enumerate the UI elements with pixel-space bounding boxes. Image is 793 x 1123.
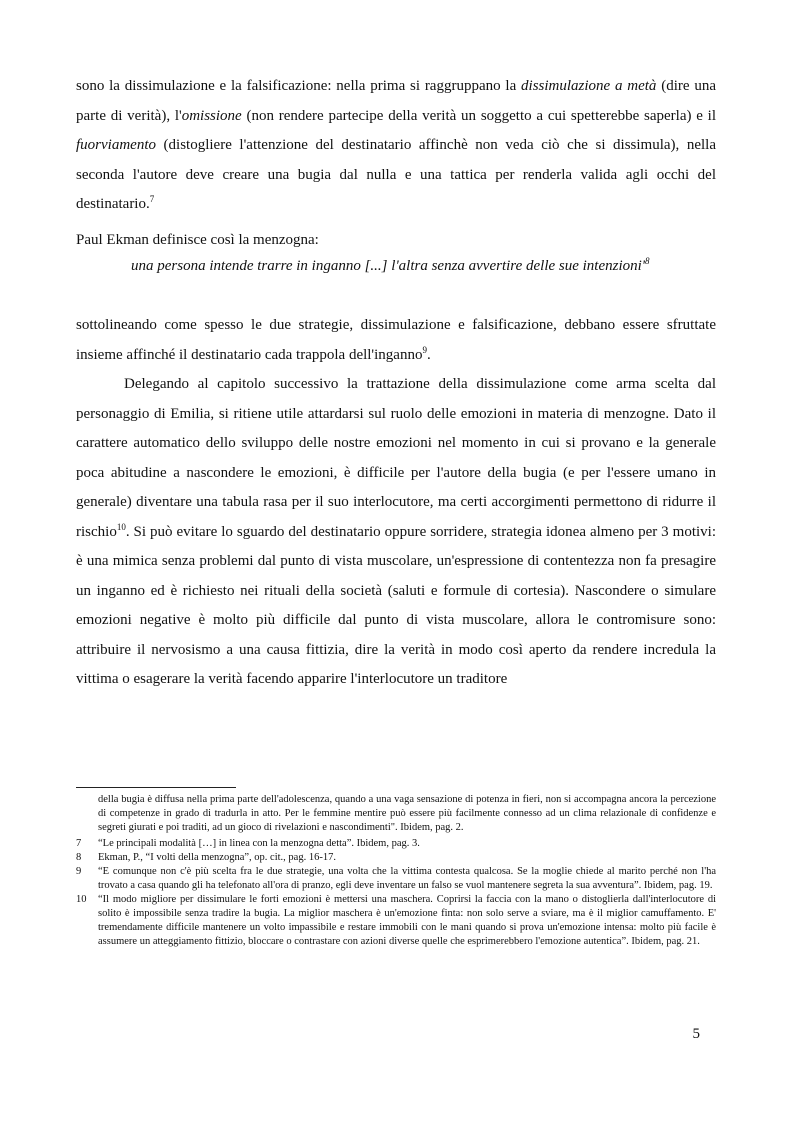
paragraph-3	[76, 311, 716, 370]
italic-term: omissione	[181, 107, 242, 124]
paragraph-text: .	[426, 346, 431, 363]
footnote-item	[76, 865, 716, 893]
footnote-number: 8	[76, 852, 82, 863]
paragraph-text: (distogliere l'attenzione del destinatario affinchè non veda ciò che si dissimula), nella seconda l'autore deve creare una bugia dal nulla e una tattica per renderla valida agli occhi del destinatario.	[76, 137, 716, 212]
italic-term: dissimulazione a metà	[521, 78, 657, 94]
block-quote	[131, 256, 715, 276]
paragraph-text: Delegando al capitolo successivo la trattazione della dissimulazione come arma scelta dal personaggio di Emilia, si ritiene utile attardarsi sul ruolo delle emozioni in materia di menzogne. Dato il carattere automatico dello sviluppo delle nostre emozioni nel momento in cui si provano e la generale poca abitudine a nascondere le emozioni, è difficile per l'autore della bugia (e per l'essere umano in generale) diventare una tabula rasa per il suo interlocutore, ma certi accorgimenti permettono di ridurre il rischio	[76, 376, 716, 540]
footnote-continuation: della bugia è diffusa nella prima parte dell'adolescenza, quando a una vaga sensazione di potenza in fieri, non si accompagna ancora la percezione di competenze in grado di tradurla in atto. Per le femmine mentire può essere più facilmente connesso ad un clima relazionale di confidenze e segreti giurati e poi traditi, ad un gioco di rivelazioni e nascondimenti". Ibidem, pag. 2.	[98, 794, 716, 833]
paragraph-text: sottolineando come spesso le due strategie, dissimulazione e falsificazione, debbano essere sfruttate insieme affinché il destinatario cada trappola dell'inganno	[76, 317, 716, 363]
footnote-text: “Il modo migliore per dissimulare le forti emozioni è mettersi una maschera. Coprirsi la faccia con la mano o distoglierla dall'interlocutore di solito è impossibile senza tradire la bugia. La miglior maschera è un'emozione finta: non solo serve a sviare, ma è il miglior camuffamento. E' tremendamente difficile mantenere un volto impassibile e restare immobili con le mani quando si prova un'emozione intensa: molto più facile è assumere un atteggiamento fittizio, bloccare o contrastare con azioni diverse quelle che esprimerebbero l'emozione autentica”. Ibidem, pag. 21.	[98, 894, 716, 947]
paragraph-2	[76, 226, 716, 256]
footnote-text: “Le principali modalità […] in linea con la menzogna detta”. Ibidem, pag. 3.	[98, 838, 420, 849]
italic-term: fuorviamento	[76, 137, 156, 153]
paragraph-text: sono la dissimulazione e la falsificazione: nella prima si raggruppano la	[76, 78, 522, 94]
footnote-item	[76, 837, 716, 851]
paragraph-text: Paul Ekman definisce così la menzogna:	[76, 232, 319, 248]
paragraph-1	[76, 72, 716, 220]
footnote-ref[interactable]: 10	[116, 521, 126, 532]
footnote-item	[76, 893, 716, 949]
paragraph-4	[76, 370, 716, 695]
footnotes	[76, 793, 716, 949]
footnote-ref[interactable]: 7	[149, 194, 155, 204]
footnote-ref[interactable]: 9	[422, 344, 427, 355]
footnote-text: “E comunque non c'è più scelta fra le due strategie, una volta che la vittima contesta qualcosa. Se la moglie chiede al marito perché non l'ha trovato a casa quando gli ha telefonato all'ora di pranzo, egli deve inventare un falso se vuol mantenere segreta la sua avventura”. Ibidem, pag. 19.	[98, 866, 716, 891]
footnote-divider	[76, 787, 236, 788]
paragraph-text: (non rendere partecipe della verità un soggetto a cui spetterebbe saperla) e il	[241, 107, 716, 124]
footnote-number: 7	[76, 838, 82, 849]
page-number: 5	[692, 1026, 700, 1042]
footnote-number: 9	[76, 866, 82, 877]
footnote-item	[76, 851, 716, 865]
footnote-text: Ekman, P., “I volti della menzogna”, op. cit., pag. 16-17.	[98, 852, 336, 863]
paragraph-text: . Si può evitare lo sguardo del destinatario oppure sorridere, strategia idonea almeno per 3 motivi: è una mimica senza problemi dal punto di vista muscolare, un'espressione di contentezza non fa presagire un inganno ed è richiesto nei rituali della società (saluti e formule di cortesia). Nascondere o simulare emozioni negative è molto più difficile dal punto di vista muscolare, allora le contromisure sono: attribuire il nervosismo a una causa fittizia, dire la verità in modo così aperto da rendere incredula la vittima o esagerare la verità facendo apparire l'interlocutore un traditore	[76, 523, 716, 687]
quote-text: una persona intende trarre in inganno [...] l'altra senza avvertire delle sue intenzioni'	[131, 258, 646, 274]
footnote-number: 10	[76, 894, 87, 905]
footnote-ref[interactable]: 8	[645, 256, 650, 266]
paragraph-text: (dire una parte di verità), l'	[76, 78, 716, 124]
